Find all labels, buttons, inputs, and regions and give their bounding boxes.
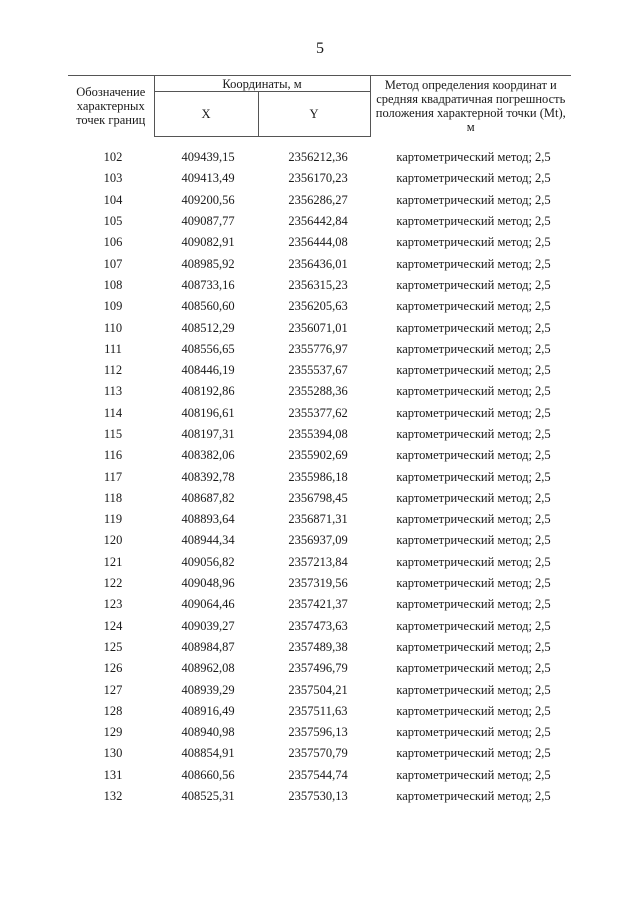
coord-x: 408939,29 [181, 682, 235, 697]
method-cell: картометрический метод; 2,5 [396, 639, 551, 654]
coord-y: 2356205,63 [288, 299, 348, 314]
coord-y: 2355377,62 [288, 405, 348, 420]
coord-x: 408197,31 [181, 427, 235, 441]
coord-y: 2356798,45 [288, 490, 348, 505]
point-id: 116 [103, 448, 123, 463]
coord-x: 408854,91 [181, 746, 235, 761]
method-cell: картометрический метод; 2,5 [396, 554, 551, 569]
coord-x: 409413,49 [181, 171, 235, 186]
point-id: 119 [103, 512, 123, 527]
coord-x: 408733,16 [181, 277, 235, 292]
method-cell: картометрический метод; 2,5 [396, 277, 551, 292]
coordinates-table-body [68, 147, 571, 807]
coord-x: 409056,82 [181, 554, 235, 569]
point-id: 128 [103, 703, 123, 718]
method-cell: картометрический метод; 2,5 [396, 703, 551, 718]
coord-y: 2355776,97 [288, 341, 348, 356]
coord-y: 2356170,23 [288, 171, 348, 186]
table-row [68, 488, 571, 509]
table-row [68, 722, 571, 743]
point-id: 115 [103, 427, 123, 441]
coord-y: 2355902,69 [288, 448, 348, 463]
coord-y: 2357544,74 [288, 767, 348, 782]
method-cell: картометрический метод; 2,5 [396, 214, 551, 229]
coord-y: 2356286,27 [288, 192, 348, 207]
method-cell: картометрический метод; 2,5 [396, 576, 551, 591]
coord-x: 408196,61 [181, 405, 235, 420]
method-cell: картометрический метод; 2,5 [396, 363, 551, 378]
coord-y: 2357496,79 [288, 661, 348, 676]
point-id: 107 [103, 256, 123, 271]
table-row [68, 147, 571, 168]
method-cell: картометрический метод; 2,5 [396, 746, 551, 761]
method-cell: картометрический метод; 2,5 [396, 618, 551, 633]
coord-x: 408560,60 [181, 299, 235, 314]
coord-x: 408940,98 [181, 725, 235, 740]
method-cell: картометрический метод; 2,5 [396, 789, 551, 804]
method-cell: картометрический метод; 2,5 [396, 192, 551, 207]
header-coordinates: Координаты, м [154, 76, 370, 92]
point-id: 124 [103, 618, 123, 633]
method-cell: картометрический метод; 2,5 [396, 767, 551, 782]
coord-y: 2356071,01 [288, 320, 348, 335]
point-id: 104 [103, 192, 123, 207]
table-row [68, 573, 571, 594]
point-id: 123 [103, 597, 123, 612]
table-row [68, 403, 571, 424]
table-row [68, 339, 571, 360]
coord-x: 409039,27 [181, 618, 235, 633]
method-cell: картометрический метод; 2,5 [396, 533, 551, 548]
coord-y: 2356315,23 [288, 277, 348, 292]
coord-x: 408525,31 [181, 789, 235, 804]
point-id: 117 [103, 469, 123, 484]
header-method: Метод определения координат и средняя квадратичная погрешность положения характерной точки (Mt), м [370, 76, 571, 137]
point-id: 102 [103, 150, 123, 165]
point-id: 120 [103, 533, 123, 548]
table-row [68, 701, 571, 722]
table-row [68, 381, 571, 402]
table-row [68, 530, 571, 551]
method-cell: картометрический метод; 2,5 [396, 725, 551, 740]
point-id: 131 [103, 767, 123, 782]
method-cell: картометрический метод; 2,5 [396, 256, 551, 271]
coord-y: 2355394,08 [288, 427, 348, 441]
coord-x: 408556,65 [181, 341, 235, 356]
table-row [68, 253, 571, 274]
coord-x: 409439,15 [181, 150, 235, 165]
point-id: 114 [103, 405, 123, 420]
table-row [68, 594, 571, 615]
coord-y: 2355288,36 [288, 384, 348, 399]
method-cell: картометрический метод; 2,5 [396, 405, 551, 420]
coord-x: 408984,87 [181, 639, 235, 654]
method-cell: картометрический метод; 2,5 [396, 682, 551, 697]
table-row [68, 317, 571, 338]
point-id: 122 [103, 576, 123, 591]
table-row [68, 765, 571, 786]
coord-y: 2357511,63 [288, 703, 348, 718]
method-cell: картометрический метод; 2,5 [396, 320, 551, 335]
point-id: 105 [103, 214, 123, 229]
table-row [68, 658, 571, 679]
point-id: 121 [103, 554, 123, 569]
method-cell: картометрический метод; 2,5 [396, 490, 551, 505]
coordinates-table-header [68, 75, 571, 137]
table-row [68, 211, 571, 232]
coord-y: 2357504,21 [288, 682, 348, 697]
table-row [68, 679, 571, 700]
method-cell: картометрический метод; 2,5 [396, 512, 551, 527]
table-row [68, 743, 571, 764]
table-row [68, 190, 571, 211]
page-number: 5 [316, 40, 324, 57]
table-row [68, 296, 571, 317]
method-cell: картометрический метод; 2,5 [396, 384, 551, 399]
coord-y: 2356937,09 [288, 533, 348, 548]
table-row [68, 424, 571, 445]
table-row [68, 168, 571, 189]
coord-y: 2356436,01 [288, 256, 348, 271]
coord-x: 409064,46 [181, 597, 235, 612]
coord-x: 409082,91 [181, 235, 235, 250]
coord-x: 408893,64 [181, 512, 235, 527]
table-row [68, 786, 571, 807]
point-id: 118 [103, 490, 123, 505]
coord-y: 2357473,63 [288, 618, 348, 633]
point-id: 125 [103, 639, 123, 654]
point-id: 109 [103, 299, 123, 314]
coord-x: 408944,34 [181, 533, 235, 548]
coord-y: 2357319,56 [288, 576, 348, 591]
table-row [68, 232, 571, 253]
coord-x: 408916,49 [181, 703, 235, 718]
coord-x: 409087,77 [181, 214, 235, 229]
header-y: Y [258, 92, 370, 136]
coord-y: 2356212,36 [288, 150, 348, 165]
coord-x: 408962,08 [181, 661, 235, 676]
coord-y: 2356444,08 [288, 235, 348, 250]
point-id: 106 [103, 235, 123, 250]
point-id: 113 [103, 384, 123, 399]
coord-y: 2356871,31 [288, 512, 348, 527]
coord-y: 2357421,37 [288, 597, 348, 612]
coord-y: 2357213,84 [288, 554, 348, 569]
method-cell: картометрический метод; 2,5 [396, 661, 551, 676]
method-cell: картометрический метод; 2,5 [396, 448, 551, 463]
point-id: 132 [103, 789, 123, 804]
point-id: 103 [103, 171, 123, 186]
coord-x: 408192,86 [181, 384, 235, 399]
point-id: 112 [103, 363, 123, 378]
coord-x: 408446,19 [181, 363, 235, 378]
coord-y: 2355986,18 [288, 469, 348, 484]
coord-x: 408392,78 [181, 469, 235, 484]
method-cell: картометрический метод; 2,5 [396, 597, 551, 612]
coord-x: 408382,06 [181, 448, 235, 463]
point-id: 126 [103, 661, 123, 676]
method-cell: картометрический метод; 2,5 [396, 150, 551, 165]
table-row [68, 466, 571, 487]
coord-y: 2357570,79 [288, 746, 348, 761]
method-cell: картометрический метод; 2,5 [396, 171, 551, 186]
coord-y: 2357596,13 [288, 725, 348, 740]
table-row [68, 509, 571, 530]
coord-x: 408660,56 [181, 767, 235, 782]
table-row [68, 275, 571, 296]
coord-y: 2356442,84 [288, 214, 348, 229]
coord-y: 2357489,38 [288, 639, 348, 654]
header-designation: Обозначение характерных точек границ [68, 76, 154, 137]
table-row [68, 637, 571, 658]
coord-x: 408985,92 [181, 256, 235, 271]
method-cell: картометрический метод; 2,5 [396, 235, 551, 250]
method-cell: картометрический метод; 2,5 [396, 469, 551, 484]
point-id: 129 [103, 725, 123, 740]
coord-x: 409200,56 [181, 192, 235, 207]
point-id: 127 [103, 682, 123, 697]
coord-x: 409048,96 [181, 576, 235, 591]
point-id: 110 [103, 320, 123, 335]
method-cell: картометрический метод; 2,5 [396, 427, 551, 441]
method-cell: картометрический метод; 2,5 [396, 299, 551, 314]
table-row [68, 616, 571, 637]
coord-x: 408687,82 [181, 490, 235, 505]
table-row [68, 445, 571, 466]
coord-x: 408512,29 [181, 320, 235, 335]
coord-y: 2355537,67 [288, 363, 348, 378]
point-id: 108 [103, 277, 123, 292]
method-cell: картометрический метод; 2,5 [396, 341, 551, 356]
coord-y: 2357530,13 [288, 789, 348, 804]
point-id: 130 [103, 746, 123, 761]
header-x: X [154, 92, 258, 136]
table-row [68, 360, 571, 381]
table-row [68, 552, 571, 573]
point-id: 111 [104, 341, 122, 356]
